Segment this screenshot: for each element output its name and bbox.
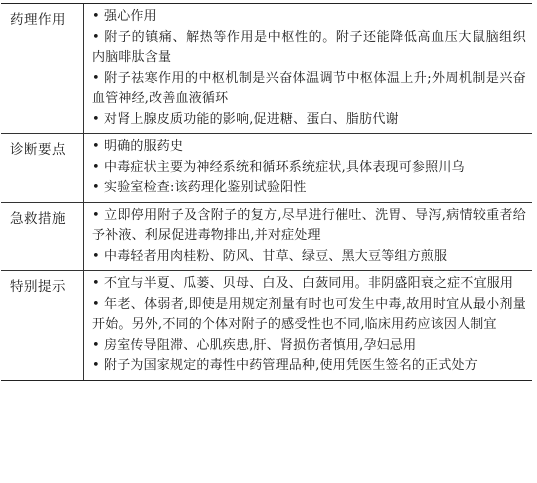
bullet-icon: • [92,276,100,291]
bullet-icon: • [92,70,100,86]
bullet-icon: • [92,29,100,45]
bullet-icon: • [92,9,100,24]
list-item [92,356,526,377]
item-text: 附子的镇痛、解热等作用是中枢性的。附子还能降低高血压大鼠脑组织内脑啡肽含量 [92,29,526,65]
bullet-icon: • [92,180,100,195]
list-item [92,336,526,357]
list-item [92,295,526,336]
info-table [1,3,532,381]
bullet-icon: • [92,337,100,353]
item-text: 年老、体弱者,即使是用规定剂量有时也可发生中毒,故用时宜从最小剂量开始。另外,不同的个体对附子的感受性也不同,临床用药应该因人制宜 [92,296,526,332]
bullet-icon: • [92,248,100,264]
item-text: 附子为国家规定的毒性中药管理品种,使用凭医生签名的正式处方 [104,358,478,373]
row-label: 特别提示 [1,271,84,380]
item-text: 强心作用 [104,9,157,24]
row-label: 诊断要点 [1,134,84,202]
list-item [92,178,526,199]
table-row-special-notes [1,271,532,380]
table-row-diagnosis [1,134,532,203]
item-text: 房室传导阻滞、心肌疾患,肝、肾损伤者慎用,孕妇忌用 [104,337,417,353]
table-row-pharmacology [1,4,532,134]
bullet-icon: • [92,139,100,154]
row-content [84,4,532,133]
item-text: 立即停用附子及含附子的复方,尽早进行催吐、洗胃、导泻,病情较重者给予补液、利尿促进毒物排出,并对症处理 [92,207,526,243]
row-content [84,134,532,202]
list-item [92,137,526,158]
list-item [92,274,526,295]
list-item [92,7,526,28]
row-content [84,271,532,380]
list-item [92,110,526,131]
row-content [84,203,532,271]
list-item [92,158,526,179]
bullet-icon: • [92,207,100,223]
list-item [92,206,526,247]
item-text: 中毒轻者用肉桂粉、防风、甘草、绿豆、黑大豆等组方煎服 [104,248,448,264]
bullet-icon: • [92,111,100,127]
item-text: 附子祛寒作用的中枢机制是兴奋体温调节中枢体温上升;外周机制是兴奋血管神经,改善血液循环 [92,70,526,106]
bullet-icon: • [92,159,100,175]
table-row-emergency [1,203,532,272]
item-text: 中毒症状主要为神经系统和循环系统症状,具体表现可参照川乌 [104,159,465,175]
list-item [92,69,526,110]
bullet-icon: • [92,296,100,312]
list-item [92,28,526,69]
item-text: 对肾上腺皮质功能的影响,促进糖、蛋白、脂肪代谢 [104,111,399,127]
item-text: 不宜与半夏、瓜蒌、贝母、白及、白蔹同用。非阴盛阳衰之症不宜服用 [104,276,514,291]
row-label: 急救措施 [1,203,84,271]
item-text: 实验室检查:该药理化鉴别试验阳性 [104,180,307,195]
bullet-icon: • [92,358,100,373]
list-item [92,247,526,268]
item-text: 明确的服药史 [104,139,184,154]
row-label: 药理作用 [1,4,84,133]
